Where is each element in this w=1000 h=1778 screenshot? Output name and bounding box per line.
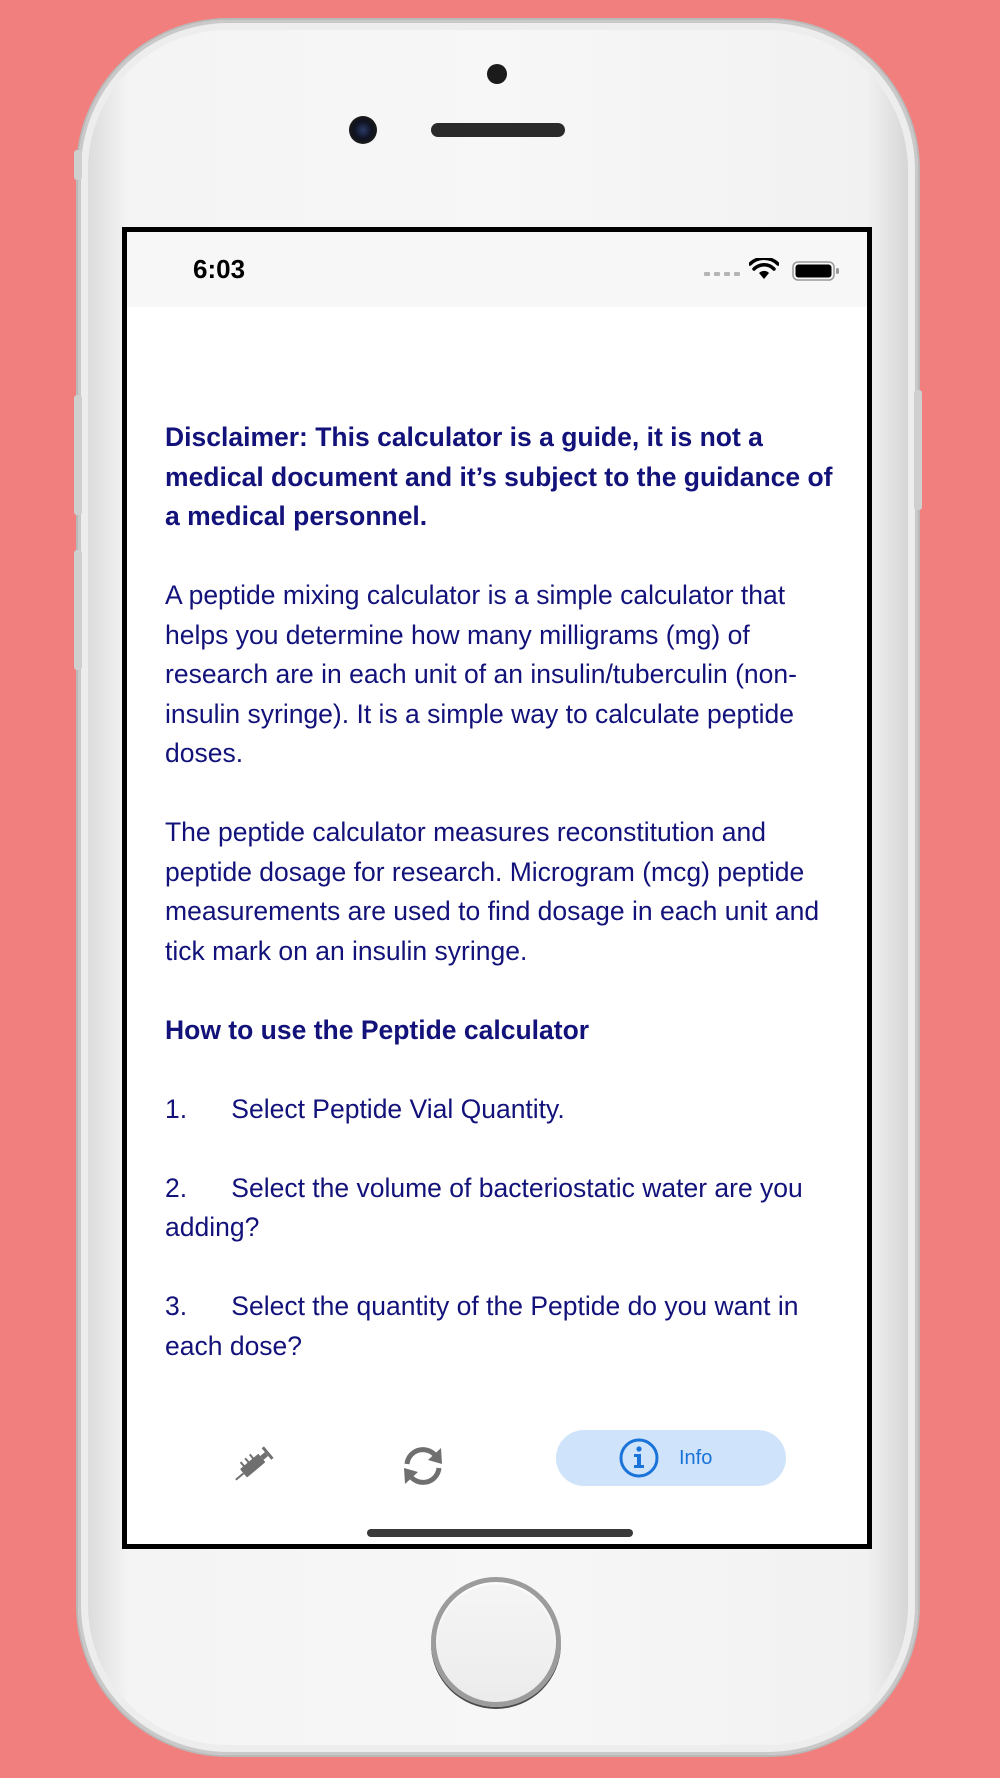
mute-switch [74, 150, 82, 180]
front-camera [349, 116, 377, 144]
intro-paragraph: A peptide mixing calculator is a simple calculator that helps you determine how many milligrams (mg) of research are in each unit of an insulin/tuberculin (non-insulin syringe). It is a simple way to calculate peptide doses. [165, 580, 797, 768]
tab-reset[interactable] [399, 1444, 447, 1493]
home-button[interactable] [431, 1577, 561, 1707]
home-indicator[interactable] [367, 1529, 633, 1537]
phone-screen [122, 227, 872, 1549]
status-time: 6:03 [193, 254, 246, 284]
bottom-tab-bar [127, 1430, 867, 1500]
status-bar [127, 232, 867, 307]
refresh-icon [399, 1444, 447, 1488]
syringe-icon [227, 1444, 279, 1488]
info-content [165, 418, 845, 1406]
proximity-sensor [487, 64, 507, 84]
description-paragraph: The peptide calculator measures reconstitution and peptide dosage for research. Microgram (mcg) peptide measurements are used to find dosage in each unit and tick mark on an insulin syringe. [165, 817, 820, 966]
how-to-heading: How to use the Peptide calculator [165, 1014, 590, 1045]
step-2: 2. Select the volume of bacteriostatic water are you adding? [165, 1172, 811, 1242]
battery-icon [792, 261, 840, 281]
step-3: 3. Select the quantity of the Peptide do you want in each dose? [165, 1291, 806, 1361]
volume-up-button [74, 395, 82, 515]
disclaimer-text: Disclaimer: This calculator is a guide, it is not a medical document and it’s subject to the guidance of a medical personnel. [165, 422, 833, 531]
tab-calculator[interactable] [227, 1444, 279, 1493]
earpiece-speaker [431, 123, 565, 137]
tab-info[interactable] [556, 1430, 786, 1486]
power-button [914, 390, 922, 510]
cellular-signal-icon [704, 272, 740, 276]
tab-info-label: Info [679, 1446, 713, 1469]
info-icon [619, 1438, 659, 1478]
wifi-icon [749, 258, 779, 280]
step-1: 1. Select Peptide Vial Quantity. [165, 1093, 565, 1124]
volume-down-button [74, 550, 82, 670]
